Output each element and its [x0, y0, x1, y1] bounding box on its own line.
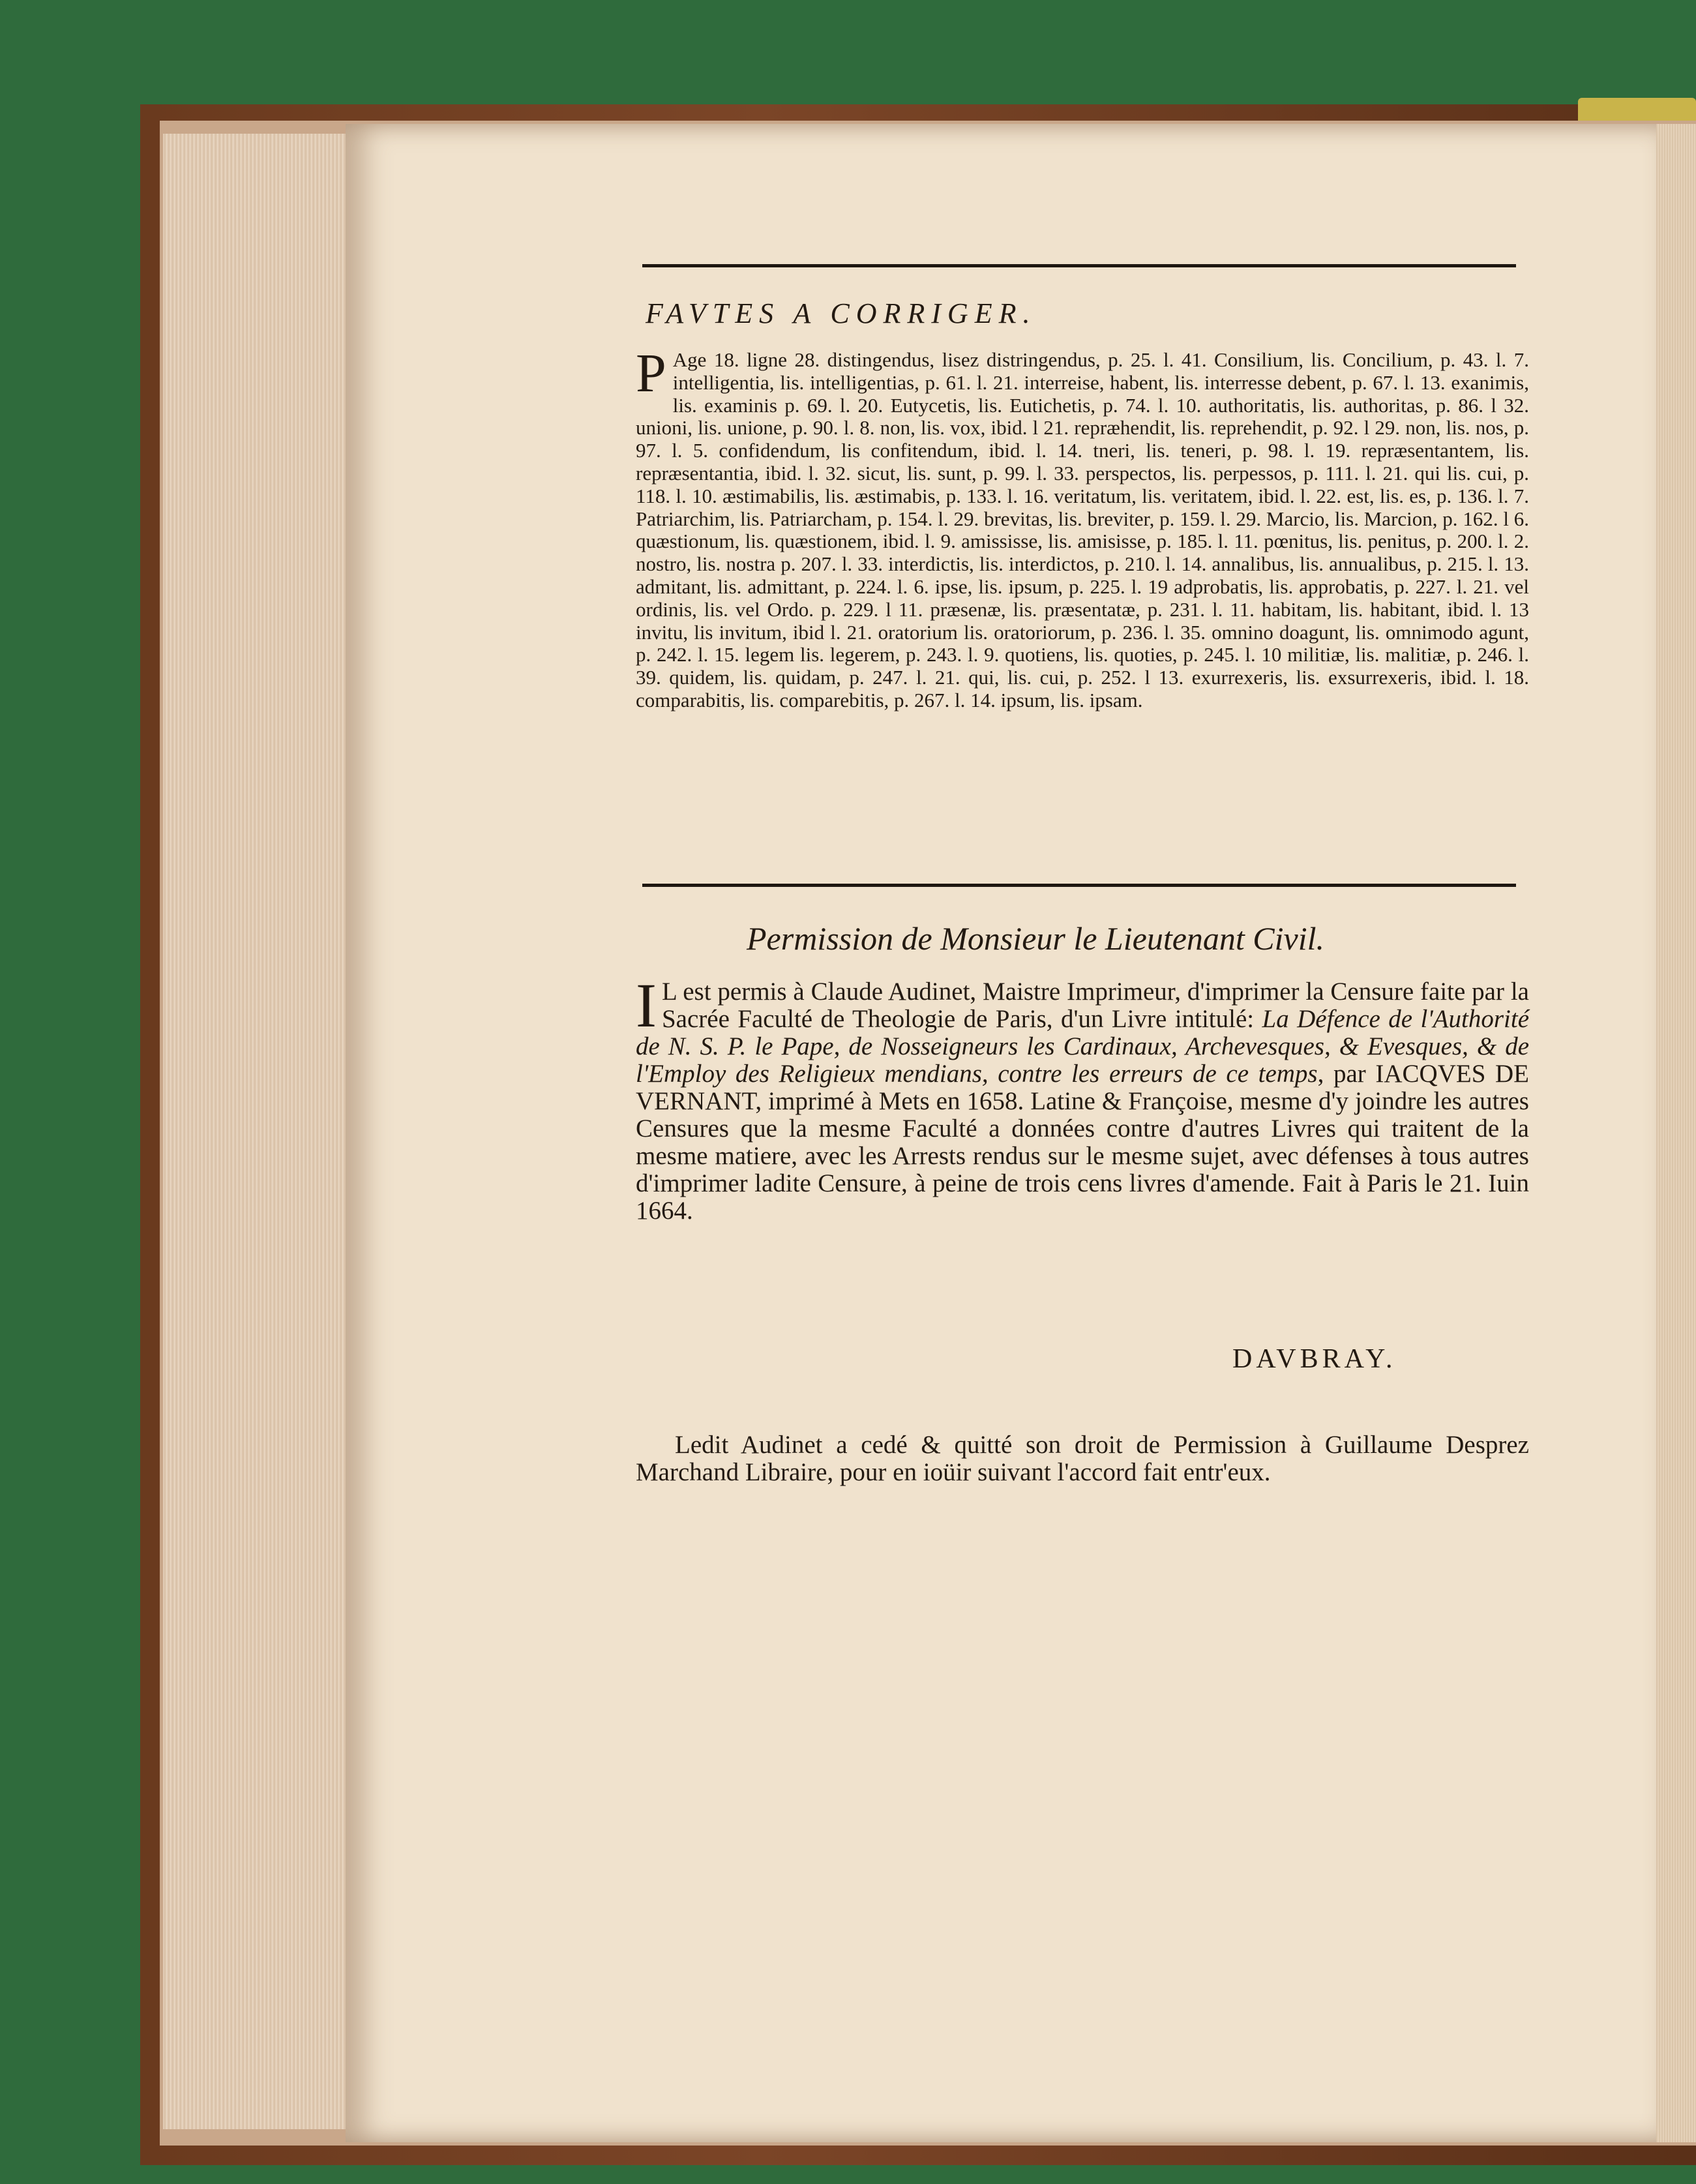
errata-title: FAVTES A CORRIGER. — [646, 297, 1037, 329]
top-rule — [642, 264, 1516, 267]
errata-dropcap: P — [636, 343, 666, 404]
permission-title: Permission de Monsieur le Lieutenant Civil. — [747, 920, 1325, 957]
errata-text: Age 18. ligne 28. distingendus, lisez distringendus, p. 25. l. 41. Consilium, lis. Concilium, p. 43. l. 7. intelligentia, lis. intelligentias, p. 61. l. 21. interreise, habent, lis. interresse debent, p. 67. l. 13. exanimis, lis. examinis p. 69. l. 20. Eutycetis, lis. Eutichetis, p. 74. l. 10. authoritatis, lis. authoritas, p. 86. l 32. unioni, lis. unione, p. 90. l. 8. non, lis. vox, ibid. l 21. repræhendit, lis. reprehendit, p. 92. l 29. non, lis. nos, p. 97. l. 5. confidendum, lis confitendum, ibid. l. 14. tneri, lis. teneri, p. 98. l. 19. repræsentantem, lis. repræsentantia, ibid. l. 32. sicut, lis. sunt, p. 99. l. 33. perspectos, lis. perpessos, p. 111. l. 21. qui lis. cui, p. 118. l. 10. æstimabilis, lis. æstimabis, p. 133. l. 16. veritatum, lis. veritatem, ibid. l. 22. est, lis. es, p. 136. l. 7. Patriarchim, lis. Patriarcham, p. 154. l. 29. brevitas, lis. breviter, p. 159. l. 29. Marcio, lis. Marcion, p. 162. l 6. quæstionum, lis. quæstionem, ibid. l. 9. amississe, lis. amisisse, p. 185. l. 11. pœnitus, lis. penitus, p. 200. l. 2. nostro, lis. nostra p. 207. l. 33. interdictis, lis. interdictos, p. 210. l. 14. annalibus, lis. annualibus, p. 215. l. 13. admitant, lis. admittant, p. 224. l. 6. ipse, lis. ipsum, p. 225. l. 19 adprobatis, lis. approbatis, p. 227. l. 21. vel ordinis, lis. vel Ordo. p. 229. l 11. præsenæ, lis. præsentatæ, p. 231. l. 11. habitam, lis. habitant, ibid. l. 13 invitu, lis invitum, ibid l. 21. oratorium lis. oratoriorum, p. 236. l. 35. omnino doagunt, lis. omnimodo agunt, p. 242. l. 15. legem lis. legerem, p. 243. l. 9. quotiens, lis. quoties, p. 245. l. 10 militiæ, lis. malitiæ, p. 246. l. 39. quidem, lis. quidam, p. 247. l. 21. qui, lis. cui, p. 252. l 13. exurrexeris, lis. exsurrexeris, ibid. l. 18. comparabitis, lis. comparebitis, p. 267. l. 14. ipsum, lis. ipsam. — [636, 348, 1529, 711]
page-stack-edge — [163, 134, 352, 2129]
book-title-italic: La Défence de l'Authorité de N. S. P. le Pape, de Nosseigneurs les Cardinaux, Archevesques, & Evesques, & de l'Employ des Religieux mendians, contre les erreurs de ce temps — [636, 1005, 1529, 1088]
transfer-note: Ledit Audinet a cedé & quitté son droit de Permission à Guillaume Desprez Marchand Libraire, pour en ioüir suivant l'accord fait entr'eux. — [636, 1431, 1529, 1486]
permission-body — [636, 970, 1529, 1225]
permission-dropcap: I — [636, 970, 657, 1040]
permission-text-end: , par IACQVES DE VERNANT, imprimé à Mets en 1658. Latine & Françoise, mesme d'y joindre les autres Censures que la mesme Faculté a données contre d'autres Livres qui traitent de la mesme matiere, avec les Arrests rendus sur le mesme sujet, avec défenses à tous autres d'imprimer ladite Censure, à peine de trois cens livres d'amende. Fait à Paris le 21. Iuin 1664. — [636, 1060, 1529, 1225]
right-page-stack — [1656, 124, 1696, 2142]
errata-body — [636, 343, 1529, 712]
permission-text-start: L est permis à Claude Audinet, Maistre Imprimeur, d'imprimer la Censure faite par la Sacrée Faculté de Theologie de Paris, d'un Livre intitulé: — [661, 978, 1529, 1033]
signature: DAVBRAY. — [1232, 1344, 1397, 1374]
middle-rule — [642, 884, 1516, 887]
